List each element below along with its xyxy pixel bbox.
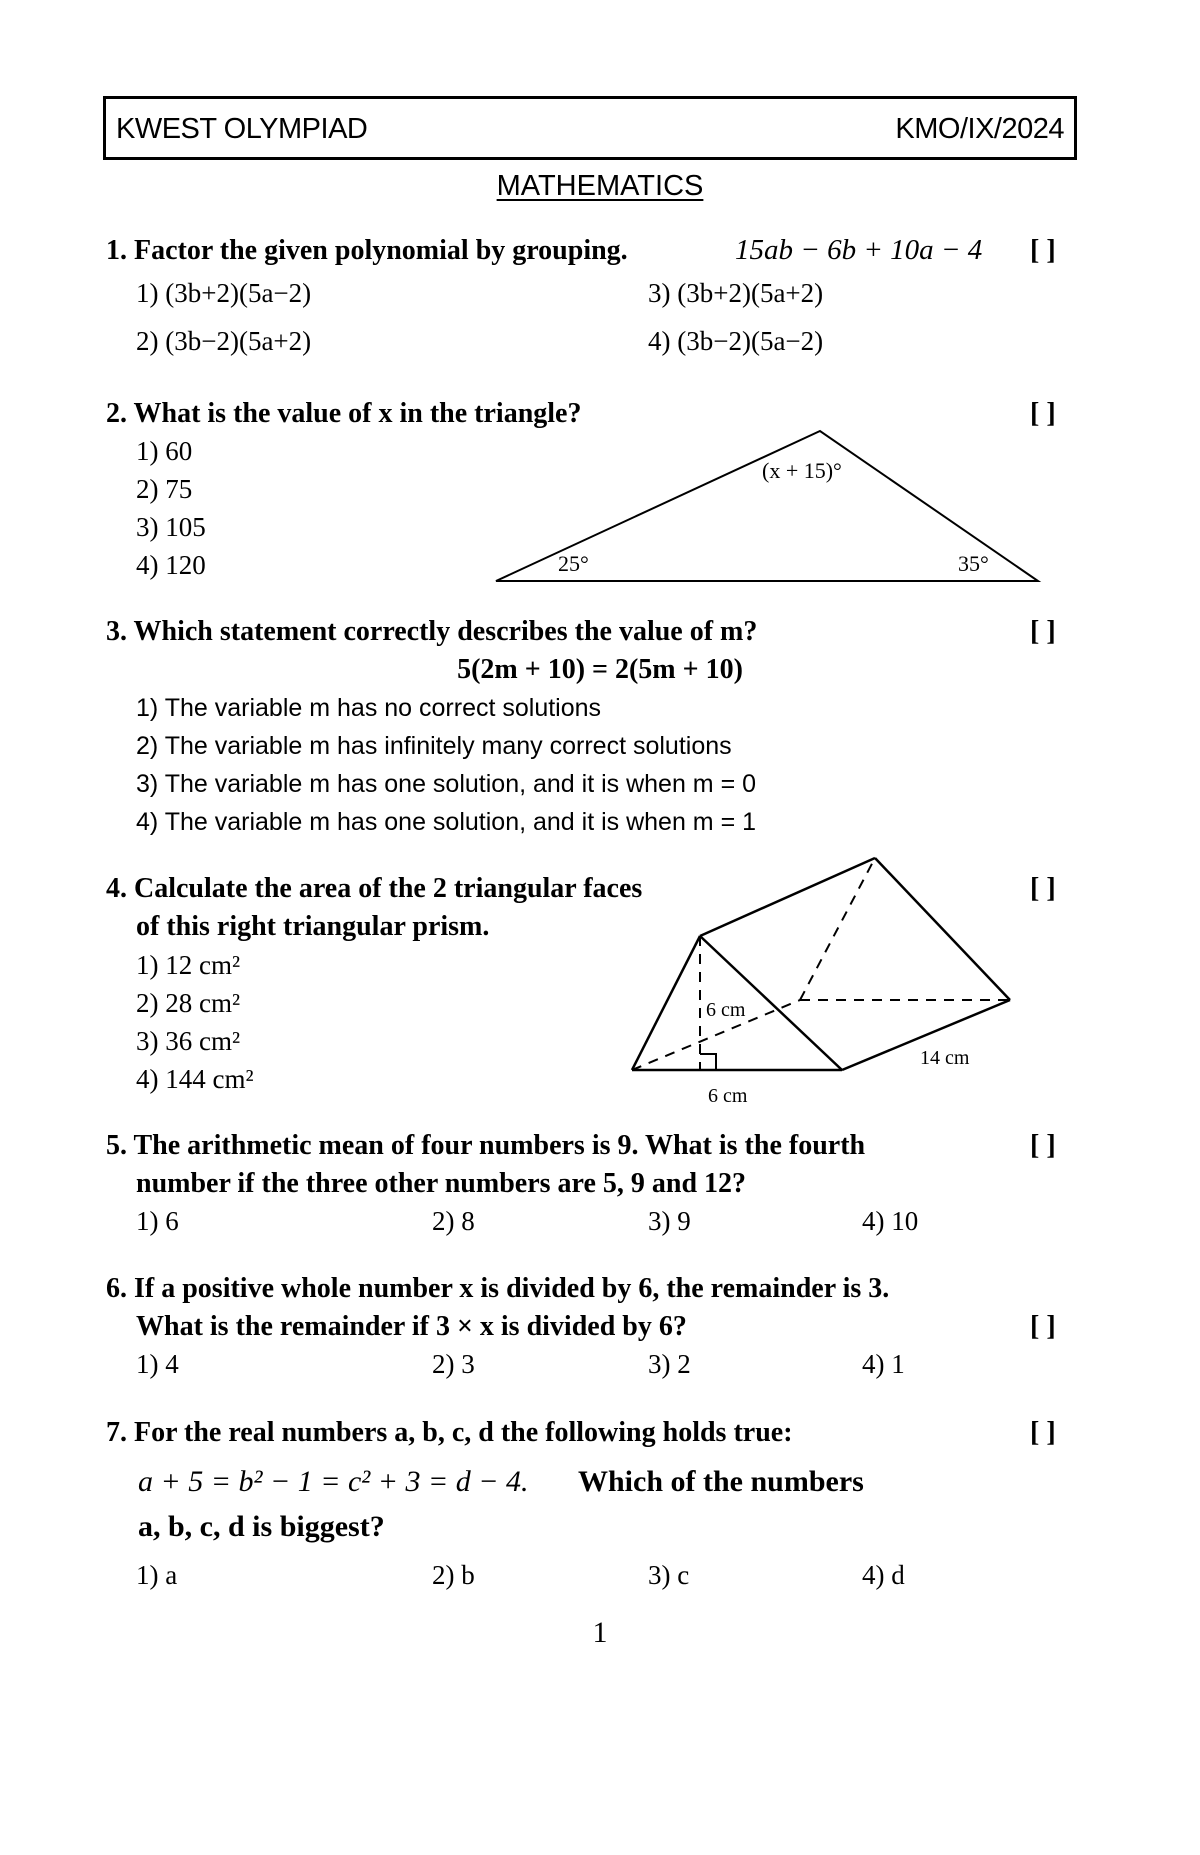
base-label: 6 cm [708,1085,748,1107]
q3-prompt: 3. Which statement correctly describes the value of m? [106,616,758,647]
q3-option-4: 4) The variable m has one solution, and it is when m = 1 [136,808,757,836]
q4-option-3: 3) 36 cm² [136,1026,241,1056]
length-label: 14 cm [920,1047,970,1069]
q6-option-2: 2) 3 [432,1349,475,1379]
q3-answer-bracket: [ ] [1030,616,1056,647]
angle-left-label: 25° [558,551,589,576]
q2-prompt: 2. What is the value of x in the triangle? [106,398,582,429]
q5-option-1: 1) 6 [136,1206,179,1236]
q2-option-2: 2) 75 [136,474,193,504]
q7-option-4: 4) d [862,1560,905,1590]
q4-prism-figure [620,850,1040,1115]
q3-equation: 5(2m + 10) = 2(5m + 10) [457,654,743,685]
header-box [103,96,1077,160]
q6-option-4: 4) 1 [862,1349,905,1379]
q4-answer-bracket: [ ] [1030,873,1056,904]
q5-option-2: 2) 8 [432,1206,475,1236]
q6-prompt-line1: 6. If a positive whole number x is divided by 6, the remainder is 3. [106,1273,890,1304]
q7-prompt-tail: Which of the numbers [578,1465,864,1498]
q1-answer-bracket: [ ] [1030,235,1056,266]
q1-expression: 15ab − 6b + 10a − 4 [735,234,983,266]
q5-prompt-line1: 5. The arithmetic mean of four numbers is 9. What is the fourth [106,1130,866,1161]
q7-option-2: 2) b [432,1560,475,1590]
q6-answer-bracket: [ ] [1030,1311,1056,1342]
q7-equation: a + 5 = b² − 1 = c² + 3 = d − 4. [138,1465,529,1498]
q2-option-1: 1) 60 [136,436,193,466]
q1-option-4: 4) (3b−2)(5a−2) [648,326,824,356]
q5-option-4: 4) 10 [862,1206,919,1236]
q2-option-4: 4) 120 [136,550,206,580]
q7-prompt: 7. For the real numbers a, b, c, d the following holds true: [106,1417,793,1448]
q1-option-1: 1) (3b+2)(5a−2) [136,278,312,308]
paper-code: KMO/IX/2024 [895,113,1064,145]
height-label: 6 cm [706,999,746,1021]
q5-answer-bracket: [ ] [1030,1130,1056,1161]
angle-top-label: (x + 15)° [762,458,842,483]
q4-option-1: 1) 12 cm² [136,950,241,980]
q6-prompt-line2: What is the remainder if 3 × x is divided by 6? [136,1311,687,1342]
q5-prompt-line2: number if the three other numbers are 5, 9 and 12? [136,1168,747,1199]
q6-option-3: 3) 2 [648,1349,691,1379]
q1-option-3: 3) (3b+2)(5a+2) [648,278,824,308]
page-number: 1 [592,1616,608,1649]
q3-option-1: 1) The variable m has no correct solutions [136,694,602,722]
q2-option-3: 3) 105 [136,512,206,542]
q6-option-1: 1) 4 [136,1349,179,1379]
q3-option-2: 2) The variable m has infinitely many correct solutions [136,732,732,760]
q2-answer-bracket: [ ] [1030,398,1056,429]
q3-option-3: 3) The variable m has one solution, and it is when m = 0 [136,770,757,798]
q2-triangle-figure [490,425,1050,585]
q7-answer-bracket: [ ] [1030,1417,1056,1448]
q1-prompt: 1. Factor the given polynomial by grouping. [106,235,628,266]
olympiad-name: KWEST OLYMPIAD [116,113,368,145]
q4-option-2: 2) 28 cm² [136,988,241,1018]
q7-option-1: 1) a [136,1560,178,1590]
q1-option-2: 2) (3b−2)(5a+2) [136,326,312,356]
q4-prompt-line2: of this right triangular prism. [136,911,490,942]
q7-prompt-line3: a, b, c, d is biggest? [138,1510,385,1543]
q4-prompt-line1: 4. Calculate the area of the 2 triangular faces [106,873,643,904]
q7-option-3: 3) c [648,1560,690,1590]
q5-option-3: 3) 9 [648,1206,691,1236]
q4-option-4: 4) 144 cm² [136,1064,254,1094]
angle-right-label: 35° [958,551,989,576]
subject-title: MATHEMATICS [496,170,704,202]
